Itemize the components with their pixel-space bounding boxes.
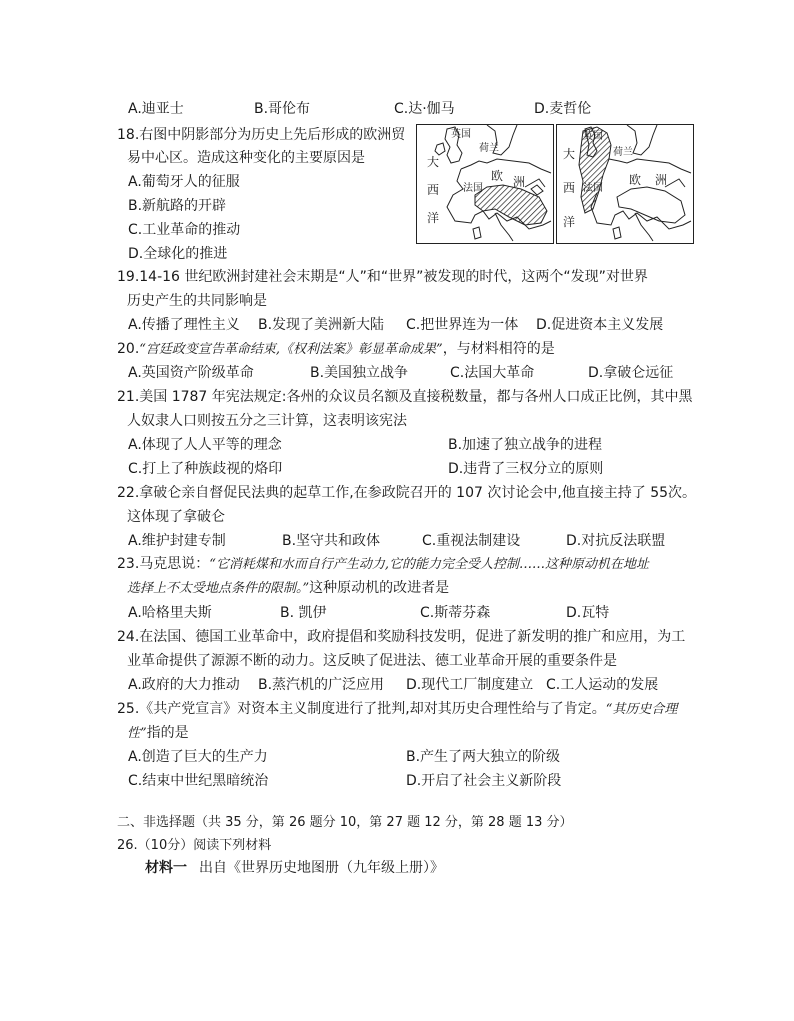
q23-option-d[interactable]: D.瓦特: [566, 605, 610, 621]
q22-option-b[interactable]: B.坚守共和政体: [282, 533, 381, 549]
map-left-france: 法国: [463, 183, 483, 194]
map-left-zhou: 洲: [513, 175, 526, 189]
q23-option-b[interactable]: B. 凯伊: [280, 605, 327, 621]
q18-stem-line2: 易中心区。造成这种变化的主要原因是: [127, 150, 365, 166]
map-right-zhou: 洲: [655, 173, 668, 187]
q23-stem-prefix: 23.马克思说：: [117, 556, 210, 572]
q18-stem-line1: 18.右图中阴影部分为历史上先后形成的欧洲贸: [117, 127, 406, 143]
q23-stem-suffix: 这种原动机的改进者是: [309, 580, 450, 596]
q24-stem-line1: 24.在法国、德国工业革命中，政府提倡和奖励科技发明，促进了新发明的推广和应用，为工: [117, 629, 686, 645]
q25-quote-line2: 性”: [127, 726, 147, 741]
q26-heading: 26.（10分）阅读下列材料: [117, 838, 272, 853]
map-right-england: 英国: [583, 131, 603, 142]
map-left-ocean-2: 西: [427, 183, 440, 197]
q20-quote: “宫廷政变宣告革命结束,《权利法案》彰显革命成果”: [139, 342, 443, 357]
q18-option-b[interactable]: B.新航路的开辟: [128, 198, 227, 214]
q20-stem-suffix: ，与材料相符的是: [442, 341, 555, 357]
q23-quote-line2: 选择上不太受地点条件的限制。”: [127, 581, 310, 596]
q26-material-text: 出自《世界历史地图册（九年级上册）》: [199, 860, 444, 876]
q24-option-c[interactable]: C.工人运动的发展: [546, 677, 659, 693]
q20-stem: [117, 339, 555, 360]
q20-option-c[interactable]: C.法国大革命: [450, 365, 535, 381]
map-left-netherlands: 荷兰: [479, 143, 499, 154]
map-right-ocean-2: 西: [563, 181, 576, 195]
map-right: [556, 124, 694, 244]
section2-title: 二、非选择题（共 35 分，第 26 题分 10，第 27 题 12 分，第 28 题 13 分）: [117, 815, 573, 830]
map-right-ocean-1: 大: [563, 147, 576, 161]
map-right-ocean-3: 洋: [563, 215, 576, 229]
q23-stem-line1: [117, 554, 649, 575]
q22-stem-line1: 22.拿破仑亲自督促民法典的起草工作,在参政院召开的 107 次讨论会中,他直接主持了 55次。: [117, 485, 697, 501]
q20-stem-prefix: 20.: [117, 341, 140, 357]
q21-stem-line1: 21.美国 1787 年宪法规定:各州的众议员名额及直接税数量，都与各州人口成正比例，其中黑: [117, 389, 693, 405]
q23-stem-line2: [127, 578, 449, 599]
q19-option-b[interactable]: B.发现了美洲新大陆: [258, 317, 385, 333]
q21-option-a[interactable]: A.体现了人人平等的理念: [128, 437, 282, 453]
q26-material-1: [145, 858, 444, 878]
q26-material-label: 材料一: [145, 860, 187, 876]
q25-option-a[interactable]: A.创造了巨大的生产力: [128, 749, 268, 765]
q18-option-a[interactable]: A.葡萄牙人的征服: [128, 174, 240, 190]
q24-stem-line2: 业革命提供了源源不断的动力。这反映了促进法、德工业革命开展的重要条件是: [127, 653, 617, 669]
map-left-ocean-3: 洋: [427, 211, 440, 225]
q17-option-a[interactable]: A.迪亚士: [128, 101, 184, 117]
q24-option-d[interactable]: D.现代工厂制度建立: [406, 677, 534, 693]
map-right-europe: 欧: [629, 173, 642, 187]
map-left-england: 英国: [451, 129, 471, 140]
q17-option-b[interactable]: B.哥伦布: [254, 101, 311, 117]
q18-maps: [416, 124, 692, 244]
q20-option-d[interactable]: D.拿破仑远征: [588, 365, 674, 381]
q23-option-a[interactable]: A.哈格里夫斯: [128, 605, 212, 621]
q21-stem-line2: 人奴隶人口则按五分之三计算，这表明该宪法: [127, 413, 407, 429]
q25-option-c[interactable]: C.结束中世纪黑暗统治: [128, 773, 269, 789]
q25-stem-line2: [127, 723, 189, 744]
q17-option-d[interactable]: D.麦哲伦: [534, 101, 592, 117]
q19-option-d[interactable]: D.促进资本主义发展: [536, 317, 664, 333]
map-left: [416, 124, 554, 244]
q19-option-c[interactable]: C.把世界连为一体: [406, 317, 519, 333]
q19-option-a[interactable]: A.传播了理性主义: [128, 317, 240, 333]
map-right-netherlands: 荷兰: [613, 147, 633, 158]
q20-option-a[interactable]: A.英国资产阶级革命: [128, 365, 254, 381]
q18-option-d[interactable]: D.全球化的推进: [128, 246, 228, 262]
q22-option-c[interactable]: C.重视法制建设: [422, 533, 521, 549]
map-left-europe: 欧: [491, 169, 504, 183]
q22-option-a[interactable]: A.维护封建专制: [128, 533, 226, 549]
q18-option-c[interactable]: C.工业革命的推动: [128, 222, 241, 238]
map-right-drawing: [557, 125, 693, 243]
q21-option-c[interactable]: C.打上了种族歧视的烙印: [128, 461, 283, 477]
q25-option-b[interactable]: B.产生了两大独立的阶级: [406, 749, 561, 765]
q17-option-c[interactable]: C.达·伽马: [394, 101, 455, 117]
q24-option-a[interactable]: A.政府的大力推动: [128, 677, 240, 693]
q24-option-b[interactable]: B.蒸汽机的广泛应用: [258, 677, 385, 693]
map-right-france: 法国: [583, 183, 603, 194]
map-left-ocean-1: 大: [427, 155, 440, 169]
q22-option-d[interactable]: D.对抗反法联盟: [566, 533, 666, 549]
q19-stem-line2: 历史产生的共同影响是: [127, 293, 267, 309]
q25-stem-suffix: 指的是: [146, 725, 189, 741]
q22-stem-line2: 这体现了拿破仑: [127, 509, 225, 525]
q25-stem-line1: [117, 699, 677, 720]
q25-stem-prefix: 25.《共产党宣言》对资本主义制度进行了批判,却对其历史合理性给与了肯定。: [117, 701, 606, 717]
q23-option-c[interactable]: C.斯蒂芬森: [420, 605, 491, 621]
q25-quote-line1: “其历史合理: [605, 702, 678, 717]
q19-stem-line1: 19.14-16 世纪欧洲封建社会末期是“人”和“世界”被发现的时代，这两个“发现”对世界: [117, 269, 648, 285]
q21-option-d[interactable]: D.违背了三权分立的原则: [448, 461, 604, 477]
q23-quote-line1: “它消耗煤和水而自行产生动力,它的能力完全受人控制……这种原动机在地址: [209, 557, 650, 572]
q20-option-b[interactable]: B.美国独立战争: [310, 365, 409, 381]
q25-option-d[interactable]: D.开启了社会主义新阶段: [406, 773, 562, 789]
q21-option-b[interactable]: B.加速了独立战争的进程: [448, 437, 603, 453]
